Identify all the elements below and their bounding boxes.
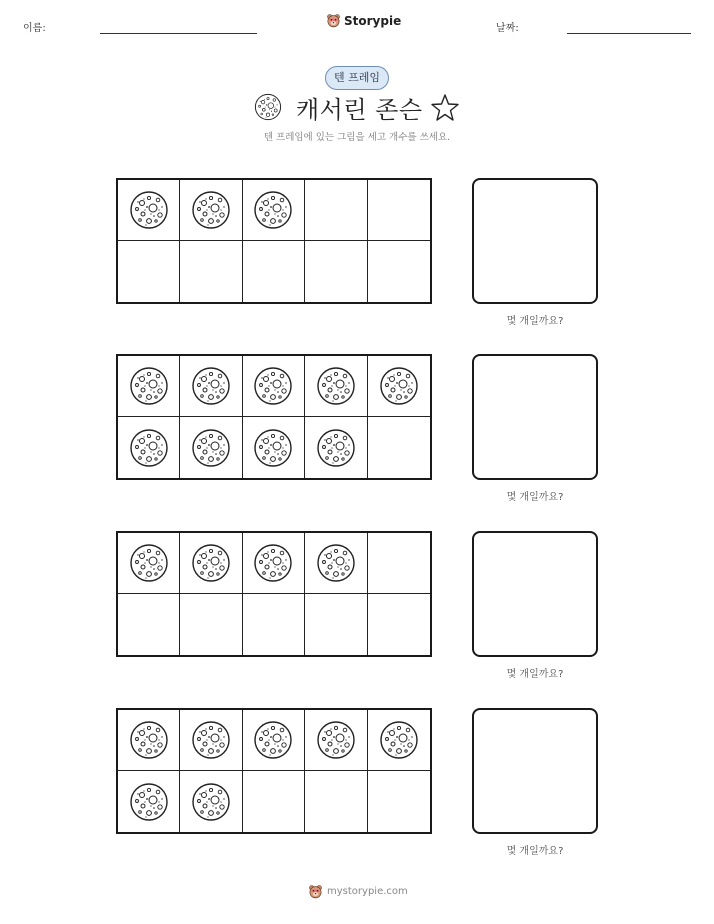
moon-icon (316, 428, 356, 468)
ten-frame-cell (305, 356, 367, 417)
instructions: 텐 프레임에 있는 그림을 세고 개수를 쓰세요. (263, 132, 451, 143)
ten-frame-cell (118, 241, 180, 302)
ten-frame-cell (305, 241, 367, 302)
ten-frame-cell (368, 356, 430, 417)
ten-frame-cell (305, 771, 367, 832)
footer-url[interactable]: mystorypie.com (327, 886, 408, 897)
ten-frame-cell (368, 533, 430, 594)
ten-frame-cell (368, 241, 430, 302)
ten-frame (116, 708, 432, 834)
moon-icon (316, 543, 356, 583)
ten-frame-cell (180, 180, 242, 241)
ten-frame-cell (180, 710, 242, 771)
moon-icon (254, 93, 282, 121)
ten-frame-cell (118, 771, 180, 832)
moon-icon (191, 366, 231, 406)
ten-frame-cell (243, 710, 305, 771)
moon-icon (191, 428, 231, 468)
moon-icon (129, 428, 169, 468)
ten-frame-cell (305, 180, 367, 241)
name-label: 이름: (23, 23, 46, 34)
moon-icon (191, 720, 231, 760)
ten-frame-cell (243, 241, 305, 302)
ten-frame-cell (180, 533, 242, 594)
ten-frame-cell (118, 594, 180, 655)
moon-icon (253, 720, 293, 760)
question-label: 몇 개일까요? (506, 846, 564, 857)
moon-icon (379, 366, 419, 406)
moon-icon (129, 190, 169, 230)
ten-frame (116, 354, 432, 480)
brand-logo (326, 13, 401, 28)
ten-frame-cell (368, 771, 430, 832)
moon-icon (253, 543, 293, 583)
ten-frame (116, 531, 432, 657)
ten-frame-cell (118, 533, 180, 594)
ten-frame-cell (118, 180, 180, 241)
ten-frame-cell (305, 533, 367, 594)
moon-icon (129, 720, 169, 760)
question-label: 몇 개일까요? (506, 669, 564, 680)
ten-frame-cell (305, 710, 367, 771)
moon-icon (316, 720, 356, 760)
ten-frame-cell (180, 417, 242, 478)
ten-frame-cell (243, 533, 305, 594)
ten-frame-cell (180, 594, 242, 655)
moon-icon (129, 366, 169, 406)
date-label: 날짜: (496, 23, 519, 34)
moon-icon (253, 190, 293, 230)
brand-name: Storypie (344, 13, 402, 28)
moon-icon (253, 366, 293, 406)
ten-frame-cell (118, 356, 180, 417)
page-title: 캐서린 존슨 (296, 96, 423, 124)
answer-box[interactable] (472, 354, 598, 480)
moon-icon (191, 782, 231, 822)
moon-icon (316, 366, 356, 406)
answer-box[interactable] (472, 531, 598, 657)
moon-icon (129, 782, 169, 822)
moon-icon (191, 543, 231, 583)
moon-icon (253, 428, 293, 468)
bear-icon (326, 13, 341, 28)
question-label: 몇 개일까요? (506, 316, 564, 327)
ten-frame-cell (368, 417, 430, 478)
ten-frame-cell (368, 180, 430, 241)
ten-frame-cell (118, 417, 180, 478)
ten-frame-cell (243, 771, 305, 832)
ten-frame-cell (180, 771, 242, 832)
answer-box[interactable] (472, 708, 598, 834)
moon-icon (129, 543, 169, 583)
ten-frame-cell (243, 180, 305, 241)
footer (308, 884, 408, 899)
ten-frame-cell (305, 417, 367, 478)
ten-frame-cell (243, 356, 305, 417)
ten-frame (116, 178, 432, 304)
name-line[interactable] (100, 33, 257, 34)
ten-frame-cell (180, 356, 242, 417)
topic-badge: 텐 프레임 (325, 66, 389, 90)
ten-frame-cell (180, 241, 242, 302)
moon-icon (379, 720, 419, 760)
question-label: 몇 개일까요? (506, 492, 564, 503)
bear-icon (308, 884, 323, 899)
ten-frame-cell (368, 594, 430, 655)
ten-frame-cell (243, 594, 305, 655)
date-line[interactable] (567, 33, 691, 34)
ten-frame-cell (243, 417, 305, 478)
star-icon (429, 92, 461, 124)
ten-frame-cell (118, 710, 180, 771)
ten-frame-cell (368, 710, 430, 771)
moon-icon (191, 190, 231, 230)
ten-frame-cell (305, 594, 367, 655)
answer-box[interactable] (472, 178, 598, 304)
